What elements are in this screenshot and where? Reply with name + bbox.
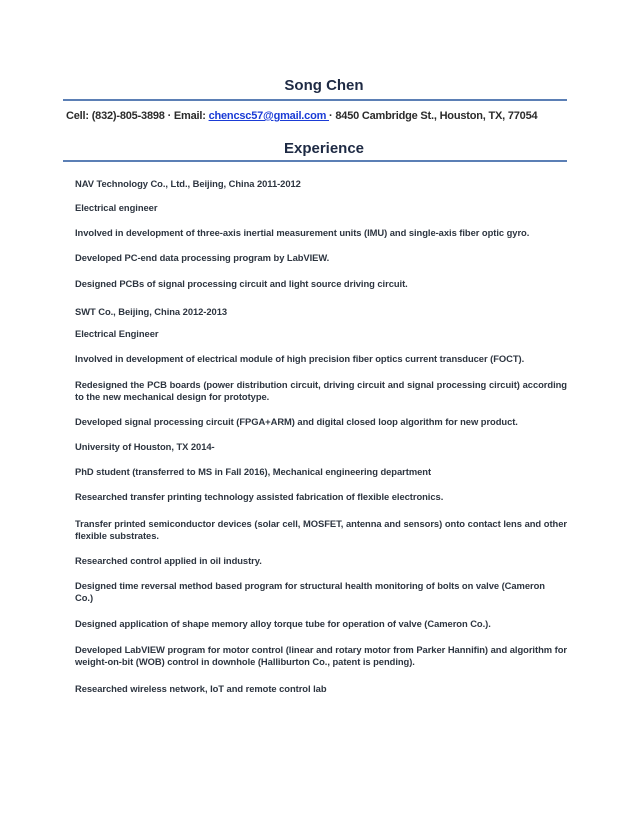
employer-line: SWT Co., Beijing, China 2012-2013 xyxy=(75,306,228,317)
section-title-experience: Experience xyxy=(283,140,365,157)
experience-item: Developed LabVIEW program for motor control (linear and rotary motor from Parker Hannifin) and algorithm for weight-on-bit (WOB) control in downhole (Halliburton Co., patent is pending). xyxy=(75,644,567,667)
contact-line xyxy=(66,110,537,122)
contact-separator: · Email: xyxy=(164,110,209,122)
resume-name: Song Chen xyxy=(284,77,364,94)
experience-item: Designed application of shape memory alloy torque tube for operation of valve (Cameron Co.). xyxy=(75,618,491,629)
experience-item: Transfer printed semiconductor devices (solar cell, MOSFET, antenna and sensors) onto contact lens and other flexible substrates. xyxy=(75,518,567,541)
contact-email-link[interactable]: chencsc57@gmail.com xyxy=(208,110,330,122)
experience-item: Redesigned the PCB boards (power distribution circuit, driving circuit and signal processing circuit) according to the new mechanical design for prototype. xyxy=(75,379,567,402)
experience-item: Researched transfer printing technology assisted fabrication of flexible electronics. xyxy=(75,491,444,502)
experience-item: Designed time reversal method based program for structural health monitoring of bolts on valve (Cameron Co.) xyxy=(75,580,545,603)
experience-item: Researched wireless network, IoT and remote control lab xyxy=(75,683,327,694)
job-title-line: Electrical engineer xyxy=(75,202,158,213)
employer-line: NAV Technology Co., Ltd., Beijing, China 2011-2012 xyxy=(75,178,301,189)
experience-item: Involved in development of electrical module of high precision fiber optics current transducer (FOCT). xyxy=(75,353,525,364)
job-title-line: Electrical Engineer xyxy=(75,328,159,339)
contact-address: 8450 Cambridge St., Houston, TX, 77054 xyxy=(335,110,538,122)
experience-item: Designed PCBs of signal processing circuit and light source driving circuit. xyxy=(75,278,408,289)
section-divider xyxy=(63,160,567,162)
employer-line: University of Houston, TX 2014- xyxy=(75,441,215,452)
header-divider xyxy=(63,99,567,101)
experience-item: Researched control applied in oil industry. xyxy=(75,555,262,566)
experience-item: Developed PC-end data processing program by LabVIEW. xyxy=(75,252,330,263)
job-title-line: PhD student (transferred to MS in Fall 2016), Mechanical engineering department xyxy=(75,466,432,477)
contact-separator: · xyxy=(329,110,336,122)
contact-cell: Cell: (832)-805-3898 xyxy=(66,110,165,122)
experience-item: Involved in development of three-axis inertial measurement units (IMU) and single-axis fiber optic gyro. xyxy=(75,227,530,238)
experience-item: Developed signal processing circuit (FPGA+ARM) and digital closed loop algorithm for new product. xyxy=(75,416,518,427)
